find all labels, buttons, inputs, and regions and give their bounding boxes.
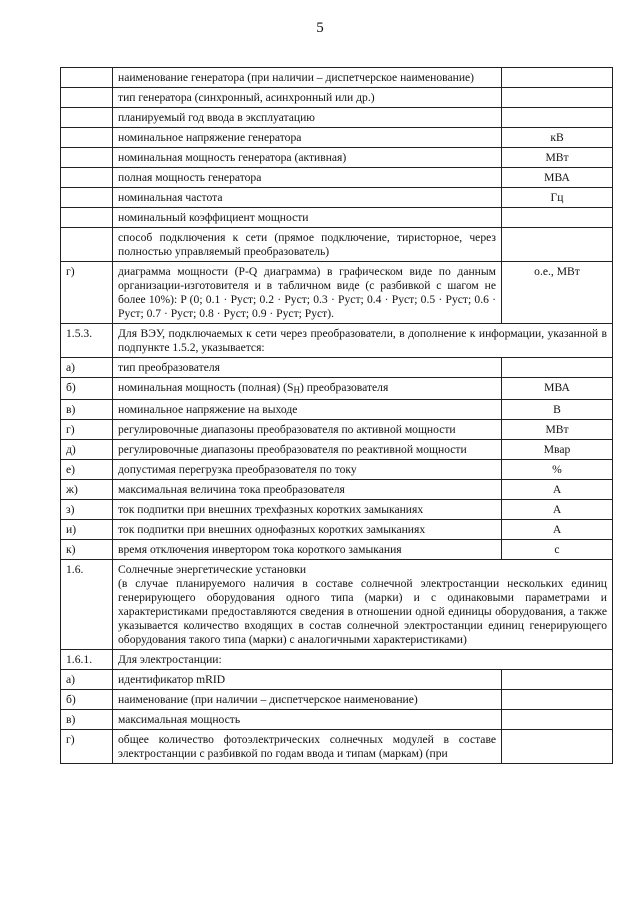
description-text: номинальное напряжение на выходе bbox=[118, 403, 298, 416]
row-description bbox=[113, 378, 502, 400]
row-unit: с bbox=[502, 540, 613, 560]
row-description bbox=[113, 710, 502, 730]
table-row bbox=[61, 560, 613, 650]
row-unit: Мвар bbox=[502, 440, 613, 460]
row-number bbox=[61, 188, 113, 208]
table-row bbox=[61, 460, 613, 480]
row-number bbox=[61, 68, 113, 88]
description-text: планируемый год ввода в эксплуатацию bbox=[118, 111, 315, 124]
row-description bbox=[113, 480, 502, 500]
row-unit bbox=[502, 68, 613, 88]
row-description bbox=[113, 690, 502, 710]
row-unit bbox=[502, 670, 613, 690]
row-description bbox=[113, 68, 502, 88]
subscript-text: Н bbox=[293, 385, 300, 395]
table-row bbox=[61, 400, 613, 420]
table-row bbox=[61, 540, 613, 560]
row-unit: А bbox=[502, 500, 613, 520]
row-unit: о.е., МВт bbox=[502, 262, 613, 324]
row-unit bbox=[502, 228, 613, 262]
table-row bbox=[61, 378, 613, 400]
table-row bbox=[61, 188, 613, 208]
row-number: а) bbox=[61, 358, 113, 378]
description-text: наименование (при наличии – диспетчерское наименование) bbox=[118, 693, 418, 706]
description-text: тип генератора (синхронный, асинхронный или др.) bbox=[118, 91, 375, 104]
row-unit bbox=[502, 108, 613, 128]
table-row bbox=[61, 68, 613, 88]
row-number: г) bbox=[61, 262, 113, 324]
row-unit: МВА bbox=[502, 378, 613, 400]
row-unit bbox=[502, 710, 613, 730]
row-number: в) bbox=[61, 710, 113, 730]
row-description bbox=[113, 148, 502, 168]
row-number: з) bbox=[61, 500, 113, 520]
table-row bbox=[61, 710, 613, 730]
row-unit: % bbox=[502, 460, 613, 480]
row-description bbox=[113, 128, 502, 148]
row-description bbox=[113, 670, 502, 690]
description-text: диаграмма мощности (P-Q диаграмма) в графическом виде по данным организации-изготовителя и в табличном виде (с разбивкой с шагом не более 10%): P (0; 0.1 · Руст; 0.2 · Руст; 0.3 · Руст; 0.4 · Руст; 0.5 · Руст; 0.6 · Руст; 0.7 · Руст; 0.8 · Руст; 0.9 · Руст; Руст). bbox=[118, 265, 496, 320]
row-number: 1.6.1. bbox=[61, 650, 113, 670]
description-text: полная мощность генератора bbox=[118, 171, 262, 184]
description-text: время отключения инвертором тока короткого замыкания bbox=[118, 543, 402, 556]
row-number: в) bbox=[61, 400, 113, 420]
row-description bbox=[113, 460, 502, 480]
description-text: тип преобразователя bbox=[118, 361, 220, 374]
row-description bbox=[113, 228, 502, 262]
table-row bbox=[61, 324, 613, 358]
row-number bbox=[61, 148, 113, 168]
row-number: 1.5.3. bbox=[61, 324, 113, 358]
description-text: номинальная частота bbox=[118, 191, 223, 204]
table-row bbox=[61, 168, 613, 188]
table-row bbox=[61, 500, 613, 520]
row-number: б) bbox=[61, 690, 113, 710]
row-unit bbox=[502, 690, 613, 710]
description-text: максимальная мощность bbox=[118, 713, 241, 726]
row-number bbox=[61, 88, 113, 108]
row-description bbox=[113, 520, 502, 540]
row-unit: Гц bbox=[502, 188, 613, 208]
row-description bbox=[113, 730, 502, 764]
description-text: способ подключения к сети (прямое подключение, тиристорное, через полностью управляемый преобразователь) bbox=[118, 231, 496, 258]
description-text: регулировочные диапазоны преобразователя по активной мощности bbox=[118, 423, 456, 436]
table-row bbox=[61, 208, 613, 228]
description-text: номинальное напряжение генератора bbox=[118, 131, 302, 144]
page-number: 5 bbox=[316, 20, 324, 36]
description-text: Для ВЭУ, подключаемых к сети через преобразователи, в дополнение к информации, указанной в подпункте 1.5.2, указывается: bbox=[118, 327, 607, 354]
description-text: ) преобразователя bbox=[299, 381, 389, 394]
row-description bbox=[113, 208, 502, 228]
table-row bbox=[61, 128, 613, 148]
description-text: максимальная величина тока преобразователя bbox=[118, 483, 345, 496]
table-row bbox=[61, 670, 613, 690]
description-text: Для электростанции: bbox=[118, 653, 222, 666]
row-description bbox=[113, 358, 502, 378]
row-description bbox=[113, 262, 502, 324]
row-unit: В bbox=[502, 400, 613, 420]
row-description bbox=[113, 440, 502, 460]
table-row bbox=[61, 650, 613, 670]
row-number bbox=[61, 108, 113, 128]
row-number: д) bbox=[61, 440, 113, 460]
description-text: ток подпитки при внешних трехфазных коротких замыканиях bbox=[118, 503, 424, 516]
row-description bbox=[113, 188, 502, 208]
row-number: е) bbox=[61, 460, 113, 480]
row-number: ж) bbox=[61, 480, 113, 500]
row-description bbox=[113, 420, 502, 440]
parameters-table-body bbox=[61, 68, 613, 764]
table-row bbox=[61, 690, 613, 710]
row-unit bbox=[502, 88, 613, 108]
row-number: 1.6. bbox=[61, 560, 113, 650]
row-number bbox=[61, 208, 113, 228]
row-unit: МВА bbox=[502, 168, 613, 188]
description-text: регулировочные диапазоны преобразователя по реактивной мощности bbox=[118, 443, 467, 456]
table-row bbox=[61, 88, 613, 108]
row-number: к) bbox=[61, 540, 113, 560]
parameters-table bbox=[60, 67, 613, 764]
row-description bbox=[113, 500, 502, 520]
description-text: номинальный коэффициент мощности bbox=[118, 211, 309, 224]
row-unit: кВ bbox=[502, 128, 613, 148]
row-description bbox=[113, 168, 502, 188]
table-row bbox=[61, 420, 613, 440]
row-number: и) bbox=[61, 520, 113, 540]
row-unit: А bbox=[502, 480, 613, 500]
row-unit bbox=[502, 358, 613, 378]
description-text: наименование генератора (при наличии – диспетчерское наименование) bbox=[118, 71, 475, 84]
description-text: номинальная мощность генератора (активная) bbox=[118, 151, 347, 164]
table-row bbox=[61, 520, 613, 540]
row-description bbox=[113, 560, 613, 650]
row-number bbox=[61, 128, 113, 148]
row-number: а) bbox=[61, 670, 113, 690]
row-description bbox=[113, 650, 613, 670]
row-unit: МВт bbox=[502, 148, 613, 168]
row-number bbox=[61, 228, 113, 262]
table-row bbox=[61, 730, 613, 764]
description-note: (в случае планируемого наличия в составе солнечной электростанции нескольких единиц генерирующего оборудования одного типа (марки) и с одинаковыми параметрами и характеристиками предоставляются сведения в отношении одной единицы оборудования, а также указывается количество входящих в состав солнечной электростанции единиц генерирующего оборудования такого типа (марки) с аналогичными характеристиками) bbox=[118, 577, 607, 646]
row-number: г) bbox=[61, 730, 113, 764]
table-row bbox=[61, 148, 613, 168]
description-text: общее количество фотоэлектрических солнечных модулей в составе электростанции с разбивкой по годам ввода и типам (маркам) (при bbox=[118, 733, 496, 760]
row-description bbox=[113, 540, 502, 560]
table-row bbox=[61, 108, 613, 128]
table-row bbox=[61, 358, 613, 378]
row-unit bbox=[502, 730, 613, 764]
row-description bbox=[113, 400, 502, 420]
description-text: допустимая перегрузка преобразователя по току bbox=[118, 463, 357, 476]
description-text: идентификатор mRID bbox=[118, 673, 226, 686]
row-number bbox=[61, 168, 113, 188]
description-text: Солнечные энергетические установки bbox=[118, 563, 307, 576]
description-text: ток подпитки при внешних однофазных коротких замыканиях bbox=[118, 523, 426, 536]
row-number: г) bbox=[61, 420, 113, 440]
row-description bbox=[113, 88, 502, 108]
table-row bbox=[61, 480, 613, 500]
table-row bbox=[61, 440, 613, 460]
row-description bbox=[113, 108, 502, 128]
table-row bbox=[61, 262, 613, 324]
table-row bbox=[61, 228, 613, 262]
row-description bbox=[113, 324, 613, 358]
row-unit: А bbox=[502, 520, 613, 540]
description-text: номинальная мощность (полная) (S bbox=[118, 381, 294, 394]
row-unit bbox=[502, 208, 613, 228]
row-unit: МВт bbox=[502, 420, 613, 440]
row-number: б) bbox=[61, 378, 113, 400]
